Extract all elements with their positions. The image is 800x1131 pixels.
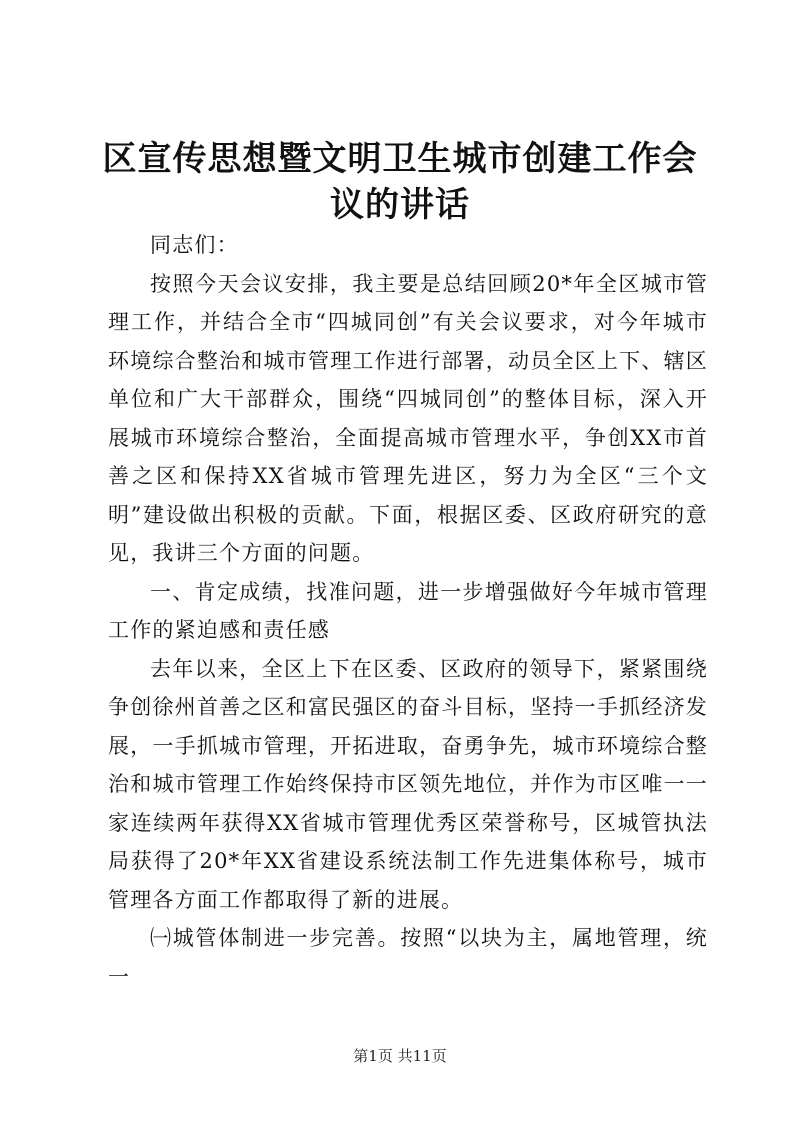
review-paragraph: 去年以来，全区上下在区委、区政府的领导下，紧紧围绕争创徐州首善之区和富民强区的奋斗目标，坚持一手抓经济发展，一手抓城市管理，开拓进取，奋勇争先，城市环境综合整治和城市管理工作始终保持市区领先地位，并作为市区唯一一家连续两年获得XX省城市管理优秀区荣誉称号，区城管执法局获得了20*年XX省建设系统法制工作先进集体称号，城市管理各方面工作都取得了新的进展。 <box>108 656 708 912</box>
subsection-paragraph-1: ㈠城管体制进一步完善。按照“以块为主，属地管理，统一 <box>108 926 708 989</box>
salutation-paragraph: 同志们： <box>150 233 239 257</box>
intro-paragraph: 按照今天会议安排，我主要是总结回顾20*年全区城市管理工作，并结合全市“四城同创”有关会议要求，对今年城市环境综合整治和城市管理工作进行部署，动员全区上下、辖区单位和广大干部群众，围绕“四城同创”的整体目标，深入开展城市环境综合整治，全面提高城市管理水平，争创XX市首善之区和保持XX省城市管理先进区，努力为全区“三个文明”建设做出积极的贡献。下面，根据区委、区政府研究的意见，我讲三个方面的问题。 <box>108 271 708 565</box>
document-body <box>108 226 708 996</box>
page-footer: 第1页 共11页 <box>353 1047 447 1065</box>
document-title: 区宣传思想暨文明卫生城市创建工作会议的讲话 <box>102 139 698 225</box>
section-heading-1: 一、肯定成绩，找准问题，进一步增强做好今年城市管理工作的紧迫感和责任感 <box>108 579 708 642</box>
